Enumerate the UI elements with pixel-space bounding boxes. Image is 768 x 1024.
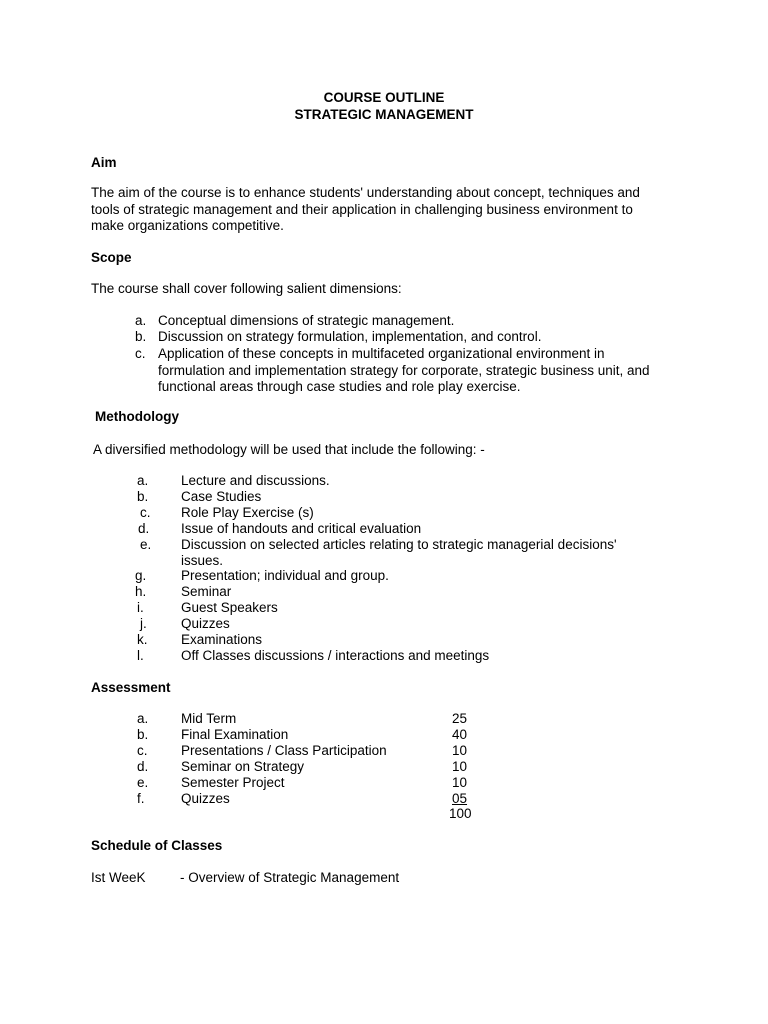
assessment-item-marker: d. [137,758,149,774]
assessment-item-text: Semester Project [181,774,285,790]
assessment-item-value: 10 [452,774,468,790]
scope-heading: Scope [91,250,132,265]
scope-item-line: Application of these concepts in multifaceted organizational environment in [158,346,605,361]
aim-line: The aim of the course is to enhance students' understanding about concept, techniques and [91,185,640,200]
methodology-heading: Methodology [95,409,179,424]
scope-item-line: formulation and implementation strategy for corporate, strategic business unit, and [158,362,650,378]
assessment-item-text: Presentations / Class Participation [181,742,387,758]
aim-paragraph [91,185,691,235]
assessment-item-marker: f. [137,790,145,806]
methodology-intro: A diversified methodology will be used that include the following: - [93,442,485,457]
methodology-item-text: Issue of handouts and critical evaluation [181,520,422,536]
methodology-item-text: Quizzes [181,616,230,632]
methodology-item-marker: g. [135,568,147,584]
schedule-heading: Schedule of Classes [91,838,223,853]
assessment-item-text: Quizzes [181,790,230,806]
methodology-item-text: Presentation; individual and group. [181,568,389,584]
assessment-item-text: Mid Term [181,711,237,726]
methodology-item-text: Lecture and discussions. [181,473,330,488]
assessment-item-text: Final Examination [181,726,289,742]
scope-item-marker: b. [135,329,147,344]
methodology-item-marker: j. [140,616,147,632]
assessment-item-marker: a. [137,711,149,726]
methodology-item-marker: c. [140,504,151,520]
scope-item-text: Discussion on strategy formulation, implementation, and control. [158,329,542,344]
assessment-item-marker: c. [137,742,148,758]
aim-heading: Aim [91,155,117,170]
doc-title-line2: STRATEGIC MANAGEMENT [294,107,474,122]
methodology-item-text: Examinations [181,632,263,647]
doc-title-line1: COURSE OUTLINE [323,90,445,105]
methodology-item-marker: d. [138,520,150,536]
assessment-item-value: 05 [452,790,468,806]
methodology-item-marker: k. [137,632,148,647]
scope-item-marker: a. [135,313,147,328]
methodology-item-text: Case Studies [181,488,262,504]
methodology-item-marker: a. [137,473,149,488]
schedule-week: Ist WeeK [91,870,146,885]
assessment-item-value: 25 [452,711,468,726]
methodology-item-text: Seminar [181,584,232,600]
assessment-item-marker: b. [137,726,149,742]
assessment-heading: Assessment [91,680,171,695]
assessment-total: 100 [449,806,472,821]
assessment-item-value: 10 [452,758,468,774]
methodology-item-marker: i. [137,600,144,616]
scope-item-text: Conceptual dimensions of strategic management. [158,313,455,328]
scope-intro: The course shall cover following salient dimensions: [91,281,402,296]
methodology-item-marker: b. [137,488,149,504]
methodology-item-marker: l. [137,647,144,663]
methodology-item-text: Discussion on selected articles relating to strategic managerial decisions' [181,536,617,552]
methodology-item-text: Guest Speakers [181,600,278,616]
scope-item-marker: c. [135,346,146,361]
methodology-item-marker: h. [135,584,147,600]
methodology-item-marker: e. [140,536,152,552]
aim-line: tools of strategic management and their application in challenging business environment to [91,201,633,217]
schedule-topic: - Overview of Strategic Management [180,870,400,885]
assessment-item-value: 40 [452,726,468,742]
scope-item-line: functional areas through case studies and role play exercise. [158,379,521,394]
assessment-item-value: 10 [452,742,468,758]
aim-line: make organizations competitive. [91,218,284,233]
assessment-item-marker: e. [137,774,149,790]
methodology-item-text: Role Play Exercise (s) [181,504,314,520]
methodology-item-text: Off Classes discussions / interactions and meetings [181,647,490,663]
assessment-item-text: Seminar on Strategy [181,758,305,774]
methodology-item-text: issues. [181,552,224,568]
scope-item-text [158,346,758,396]
